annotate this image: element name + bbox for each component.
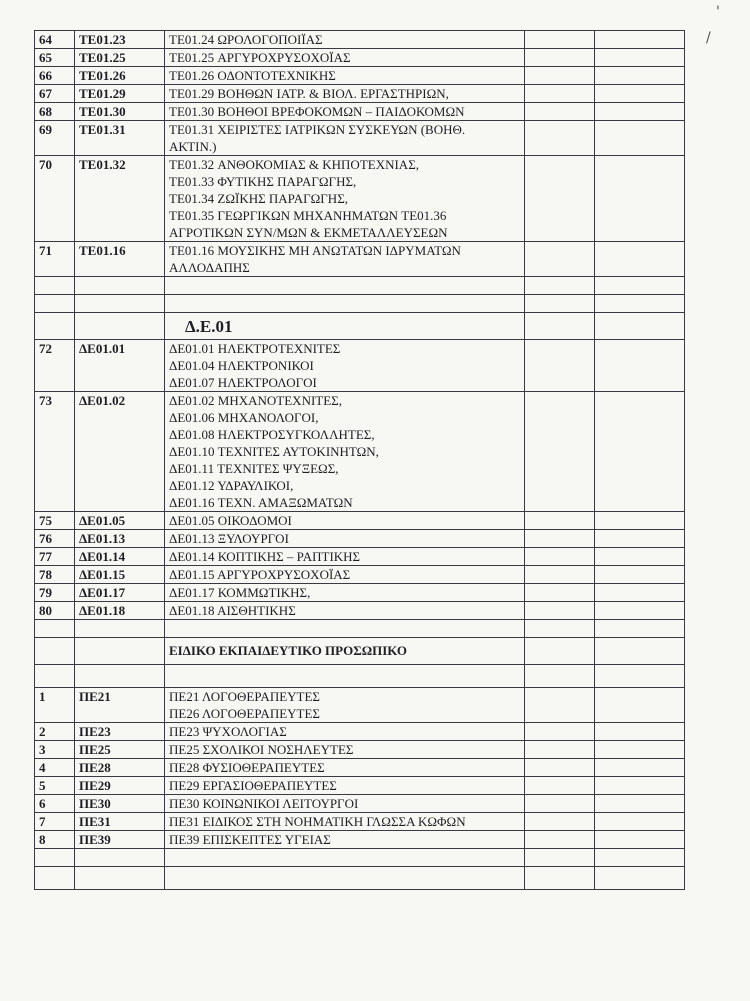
specialty-code: ΠΕ39 xyxy=(75,831,165,849)
description-line: ΠΕ39 ΕΠΙΣΚΕΠΤΕΣ ΥΓΕΙΑΣ xyxy=(169,832,331,847)
specialty-description xyxy=(165,31,525,49)
table-row xyxy=(35,688,685,723)
row-number: 65 xyxy=(35,49,75,67)
empty-cell xyxy=(595,85,685,103)
table-row xyxy=(35,392,685,512)
specialty-code: ΠΕ30 xyxy=(75,795,165,813)
table-spacer xyxy=(35,277,685,340)
specialty-code: TE01.29 xyxy=(75,85,165,103)
row-number: 5 xyxy=(35,777,75,795)
blank-row xyxy=(35,867,685,890)
row-number: 77 xyxy=(35,548,75,566)
blank-row xyxy=(35,620,685,638)
description-line: ΠΕ29 ΕΡΓΑΣΙΟΘΕΡΑΠΕΥΤΕΣ xyxy=(169,778,337,793)
specialty-description xyxy=(165,584,525,602)
specialty-code: ΠΕ23 xyxy=(75,723,165,741)
description-line: ΔΕ01.06 ΜΗΧΑΝΟΛΟΓΟΙ, xyxy=(169,410,319,425)
table-row xyxy=(35,340,685,392)
empty-cell xyxy=(525,85,595,103)
specialty-description xyxy=(165,49,525,67)
empty-cell xyxy=(595,723,685,741)
description-line: ΠΕ26 ΛΟΓΟΘΕΡΑΠΕΥΤΕΣ xyxy=(169,706,320,721)
row-number: 3 xyxy=(35,741,75,759)
table-row xyxy=(35,723,685,741)
specialty-code: ΠΕ29 xyxy=(75,777,165,795)
empty-cell xyxy=(525,242,595,277)
empty-cell xyxy=(595,602,685,620)
empty-cell xyxy=(525,340,595,392)
empty-cell xyxy=(595,777,685,795)
empty-cell xyxy=(525,741,595,759)
table-row xyxy=(35,566,685,584)
specialty-description xyxy=(165,795,525,813)
empty-cell xyxy=(525,777,595,795)
empty-cell xyxy=(595,548,685,566)
description-line: ΔΕ01.14 ΚΟΠΤΙΚΗΣ – ΡΑΠΤΙΚΗΣ xyxy=(169,549,361,564)
specialty-code: ΔΕ01.17 xyxy=(75,584,165,602)
table-row xyxy=(35,31,685,49)
row-number: 76 xyxy=(35,530,75,548)
description-line: ΑΛΛΟΔΑΠΗΣ xyxy=(169,260,250,275)
row-number: 6 xyxy=(35,795,75,813)
specialty-description xyxy=(165,85,525,103)
table-spacer xyxy=(35,849,685,890)
row-number: 72 xyxy=(35,340,75,392)
table-row xyxy=(35,795,685,813)
specialty-code: TE01.23 xyxy=(75,31,165,49)
row-number: 67 xyxy=(35,85,75,103)
description-line: ΠΕ21 ΛΟΓΟΘΕΡΑΠΕΥΤΕΣ xyxy=(169,689,320,704)
specialty-code: TE01.16 xyxy=(75,242,165,277)
empty-cell xyxy=(595,512,685,530)
specialty-description xyxy=(165,103,525,121)
specialty-description xyxy=(165,813,525,831)
specialty-description xyxy=(165,566,525,584)
specialty-code: ΔΕ01.18 xyxy=(75,602,165,620)
empty-cell xyxy=(595,741,685,759)
description-line: ΔΕ01.01 ΗΛΕΚΤΡΟΤΕΧΝΙΤΕΣ xyxy=(169,341,341,356)
empty-cell xyxy=(595,156,685,242)
description-line: ΔΕ01.16 ΤΕΧΝ. ΑΜΑΞΩΜΑΤΩΝ xyxy=(169,495,353,510)
specialty-description xyxy=(165,121,525,156)
description-line: ΠΕ30 ΚΟΙΝΩΝΙΚΟΙ ΛΕΙΤΟΥΡΓΟΙ xyxy=(169,796,359,811)
description-line: ΔΕ01.12 ΥΔΡΑΥΛΙΚΟΙ, xyxy=(169,478,294,493)
empty-cell xyxy=(525,548,595,566)
table-section-special xyxy=(35,688,685,849)
description-line: ΔΕ01.15 ΑΡΓΥΡΟΧΡΥΣΟΧΟΪΑΣ xyxy=(169,567,351,582)
row-number: 78 xyxy=(35,566,75,584)
description-line: ΔΕ01.11 ΤΕΧΝΙΤΕΣ ΨΥΞΕΩΣ, xyxy=(169,461,339,476)
description-line: TE01.26 ΟΔΟΝΤΟΤΕΧΝΙΚΗΣ xyxy=(169,68,336,83)
section-heading-row xyxy=(35,638,685,665)
description-line: ΔΕ01.02 ΜΗΧΑΝΟΤΕΧΝΙΤΕΣ, xyxy=(169,393,342,408)
empty-cell xyxy=(525,723,595,741)
table-row xyxy=(35,103,685,121)
table-row xyxy=(35,67,685,85)
row-number: 80 xyxy=(35,602,75,620)
description-line: TE01.33 ΦΥΤΙΚΗΣ ΠΑΡΑΓΩΓΗΣ, xyxy=(169,174,357,189)
row-number: 68 xyxy=(35,103,75,121)
empty-cell xyxy=(595,49,685,67)
specialty-description xyxy=(165,602,525,620)
blank-row xyxy=(35,849,685,867)
empty-cell xyxy=(595,795,685,813)
empty-cell xyxy=(525,759,595,777)
specialty-code: TE01.25 xyxy=(75,49,165,67)
description-line: TE01.32 ΑΝΘΟΚΟΜΙΑΣ & ΚΗΠΟΤΕΧΝΙΑΣ, xyxy=(169,157,420,172)
specialties-table xyxy=(34,30,685,890)
empty-cell xyxy=(595,31,685,49)
description-line: ΔΕ01.05 ΟΙΚΟΔΟΜΟΙ xyxy=(169,513,292,528)
table-row xyxy=(35,85,685,103)
specialty-description xyxy=(165,242,525,277)
description-line: ΑΚΤΙΝ.) xyxy=(169,139,217,154)
row-number: 1 xyxy=(35,688,75,723)
empty-cell xyxy=(525,530,595,548)
empty-cell xyxy=(525,584,595,602)
table-row xyxy=(35,121,685,156)
description-line: ΔΕ01.08 ΗΛΕΚΤΡΟΣΥΓΚΟΛΛΗΤΕΣ, xyxy=(169,427,375,442)
description-line: ΔΕ01.10 ΤΕΧΝΙΤΕΣ ΑΥΤΟΚΙΝΗΤΩΝ, xyxy=(169,444,379,459)
empty-cell xyxy=(525,512,595,530)
specialty-code: TE01.32 xyxy=(75,156,165,242)
empty-cell xyxy=(525,121,595,156)
specialty-description xyxy=(165,340,525,392)
description-line: ΔΕ01.07 ΗΛΕΚΤΡΟΛΟΓΟΙ xyxy=(169,375,317,390)
specialty-description xyxy=(165,723,525,741)
row-number: 64 xyxy=(35,31,75,49)
empty-cell xyxy=(595,67,685,85)
description-line: TE01.35 ΓΕΩΡΓΙΚΩΝ ΜΗΧΑΝΗΜΑΤΩΝ TE01.36 xyxy=(169,208,447,223)
description-line: ΠΕ25 ΣΧΟΛΙΚΟΙ ΝΟΣΗΛΕΥΤΕΣ xyxy=(169,742,354,757)
description-line: TE01.31 ΧΕΙΡΙΣΤΕΣ ΙΑΤΡΙΚΩΝ ΣΥΣΚΕΥΩΝ (ΒΟΗΘ. xyxy=(169,122,466,137)
specialty-code: TE01.31 xyxy=(75,121,165,156)
description-line: ΔΕ01.17 ΚΟΜΜΩΤΙΚΗΣ, xyxy=(169,585,311,600)
row-number: 70 xyxy=(35,156,75,242)
table-row xyxy=(35,512,685,530)
table-row xyxy=(35,49,685,67)
specialty-description xyxy=(165,512,525,530)
specialty-code: ΔΕ01.13 xyxy=(75,530,165,548)
table-row xyxy=(35,831,685,849)
empty-cell xyxy=(595,813,685,831)
specialty-code: ΔΕ01.15 xyxy=(75,566,165,584)
empty-cell xyxy=(525,566,595,584)
row-number: 73 xyxy=(35,392,75,512)
row-number: 2 xyxy=(35,723,75,741)
blank-row xyxy=(35,277,685,295)
description-line: ΠΕ28 ΦΥΣΙΟΘΕΡΑΠΕΥΤΕΣ xyxy=(169,760,325,775)
empty-cell xyxy=(525,103,595,121)
row-number: 71 xyxy=(35,242,75,277)
specialty-code: ΠΕ28 xyxy=(75,759,165,777)
pen-mark-side: / xyxy=(706,30,711,46)
empty-cell xyxy=(595,530,685,548)
specialty-description xyxy=(165,759,525,777)
row-number: 8 xyxy=(35,831,75,849)
specialty-code: ΔΕ01.14 xyxy=(75,548,165,566)
table-row xyxy=(35,813,685,831)
description-line: TE01.24 ΩΡΟΛΟΓΟΠΟΙΪΑΣ xyxy=(169,32,323,47)
empty-cell xyxy=(595,242,685,277)
empty-cell xyxy=(595,759,685,777)
empty-cell xyxy=(595,392,685,512)
row-number: 7 xyxy=(35,813,75,831)
table-spacer xyxy=(35,620,685,688)
empty-cell xyxy=(595,121,685,156)
table-section-te xyxy=(35,31,685,277)
empty-cell xyxy=(595,584,685,602)
specialty-description xyxy=(165,392,525,512)
table-row xyxy=(35,530,685,548)
table-row xyxy=(35,759,685,777)
empty-cell xyxy=(525,67,595,85)
description-line: TE01.34 ΖΩΪΚΗΣ ΠΑΡΑΓΩΓΗΣ, xyxy=(169,191,349,206)
table-section-de xyxy=(35,340,685,620)
description-line: ΔΕ01.04 ΗΛΕΚΤΡΟΝΙΚΟΙ xyxy=(169,358,314,373)
empty-cell xyxy=(595,688,685,723)
specialty-description xyxy=(165,688,525,723)
empty-cell xyxy=(595,103,685,121)
description-line: ΔΕ01.13 ΞΥΛΟΥΡΓΟΙ xyxy=(169,531,289,546)
table-row xyxy=(35,777,685,795)
pen-mark-top: ' xyxy=(716,4,720,20)
specialty-code: ΠΕ31 xyxy=(75,813,165,831)
empty-cell xyxy=(525,688,595,723)
empty-cell xyxy=(525,49,595,67)
specialty-code: ΔΕ01.02 xyxy=(75,392,165,512)
specialty-description xyxy=(165,831,525,849)
specialty-description xyxy=(165,548,525,566)
specialty-code: ΠΕ25 xyxy=(75,741,165,759)
row-number: 4 xyxy=(35,759,75,777)
description-line: TE01.30 ΒΟΗΘΟΙ ΒΡΕΦΟΚΟΜΩΝ – ΠΑΙΔΟΚΟΜΩΝ xyxy=(169,104,465,119)
blank-row xyxy=(35,665,685,688)
table-row xyxy=(35,548,685,566)
blank-row xyxy=(35,295,685,313)
specialty-code: ΠΕ21 xyxy=(75,688,165,723)
specialty-code: TE01.26 xyxy=(75,67,165,85)
table-row xyxy=(35,741,685,759)
description-line: ΔΕ01.18 ΑΙΣΘΗΤΙΚΗΣ xyxy=(169,603,296,618)
description-line: TE01.16 ΜΟΥΣΙΚΗΣ ΜΗ ΑΝΩΤΑΤΩΝ ΙΔΡΥΜΑΤΩΝ xyxy=(169,243,461,258)
empty-cell xyxy=(525,831,595,849)
empty-cell xyxy=(595,831,685,849)
specialty-code: TE01.30 xyxy=(75,103,165,121)
empty-cell xyxy=(525,602,595,620)
section-heading-de: Δ.Ε.01 xyxy=(185,317,233,336)
description-line: ΠΕ31 ΕΙΔΙΚΟΣ ΣΤΗ ΝΟΗΜΑΤΙΚΗ ΓΛΩΣΣΑ ΚΩΦΩΝ xyxy=(169,814,466,829)
row-number: 69 xyxy=(35,121,75,156)
specialty-description xyxy=(165,530,525,548)
description-line: TE01.25 ΑΡΓΥΡΟΧΡΥΣΟΧΟΪΑΣ xyxy=(169,50,351,65)
specialty-code: ΔΕ01.01 xyxy=(75,340,165,392)
specialty-description xyxy=(165,156,525,242)
empty-cell xyxy=(595,566,685,584)
specialty-description xyxy=(165,67,525,85)
empty-cell xyxy=(525,795,595,813)
empty-cell xyxy=(525,392,595,512)
table-row xyxy=(35,242,685,277)
specialty-description xyxy=(165,741,525,759)
description-line: TE01.29 ΒΟΗΘΩΝ ΙΑΤΡ. & ΒΙΟΛ. ΕΡΓΑΣΤΗΡΙΩΝ, xyxy=(169,86,449,101)
empty-cell xyxy=(525,31,595,49)
description-line: ΑΓΡΟΤΙΚΩΝ ΣΥΝ/ΜΩΝ & ΕΚΜΕΤΑΛΛΕΥΣΕΩΝ xyxy=(169,225,448,240)
row-number: 79 xyxy=(35,584,75,602)
specialty-description xyxy=(165,777,525,795)
empty-cell xyxy=(525,813,595,831)
empty-cell xyxy=(525,156,595,242)
table-row xyxy=(35,602,685,620)
description-line: ΠΕ23 ΨΥΧΟΛΟΓΙΑΣ xyxy=(169,724,287,739)
empty-cell xyxy=(595,340,685,392)
row-number: 75 xyxy=(35,512,75,530)
table-row xyxy=(35,156,685,242)
table-row xyxy=(35,584,685,602)
section-heading-special-staff: ΕΙΔΙΚΟ ΕΚΠΑΙΔΕΥΤΙΚΟ ΠΡΟΣΩΠΙΚΟ xyxy=(169,643,407,658)
specialty-code: ΔΕ01.05 xyxy=(75,512,165,530)
row-number: 66 xyxy=(35,67,75,85)
section-heading-row xyxy=(35,313,685,340)
